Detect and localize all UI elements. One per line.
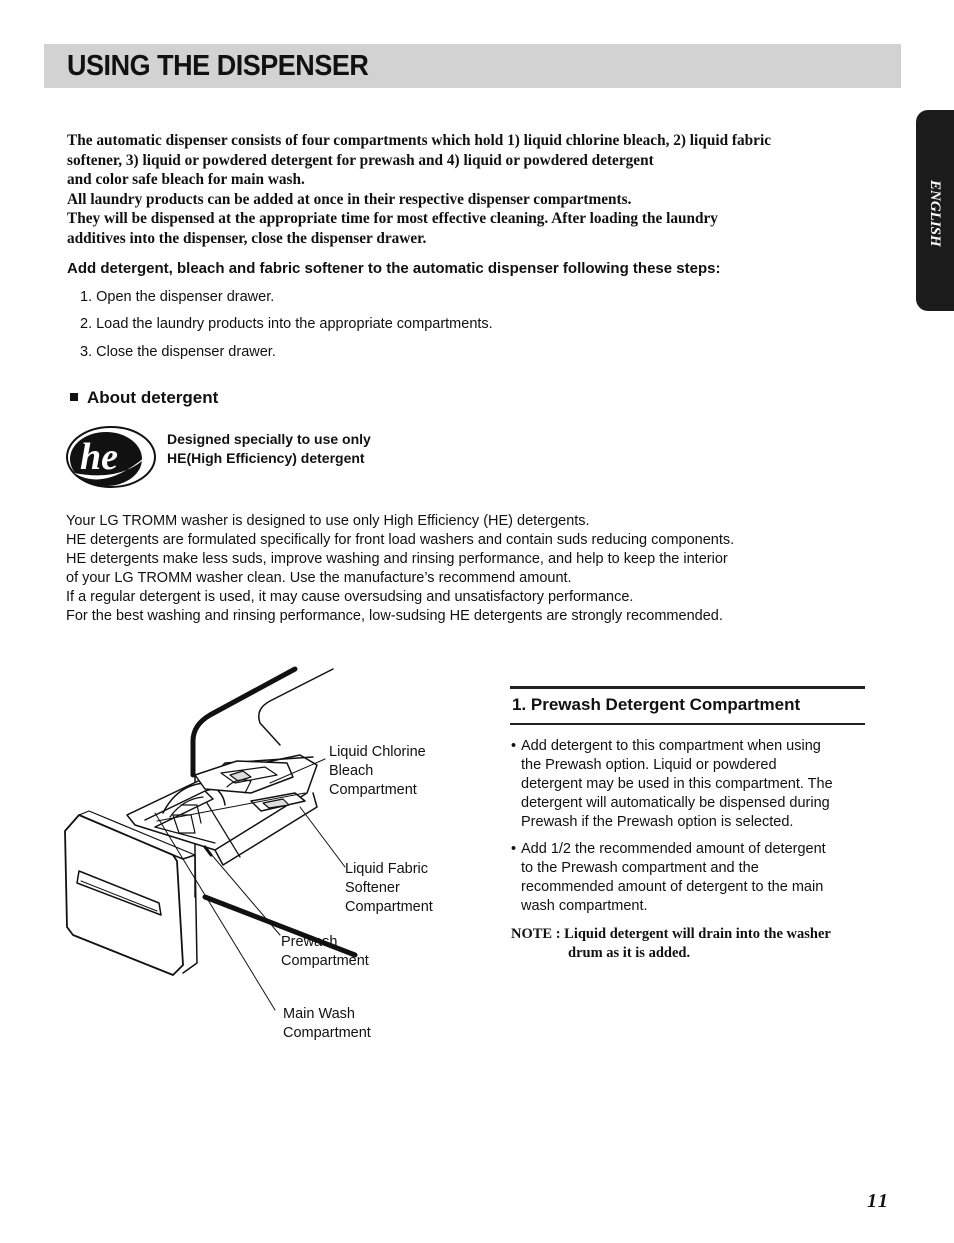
- bullet-dot-icon: •: [511, 841, 517, 857]
- mainwash-compartment-label: [283, 1005, 371, 1043]
- prewash-compartment-label: [281, 933, 369, 971]
- callout-line: Compartment: [283, 1025, 371, 1041]
- he-logo-text: he: [80, 436, 118, 478]
- callout-line: Softener: [345, 880, 400, 896]
- about-detergent-heading: [70, 387, 218, 409]
- bullet-line: wash compartment.: [521, 898, 648, 914]
- square-bullet-icon: [70, 393, 78, 401]
- prewash-section-title: 1. Prewash Detergent Compartment: [512, 695, 801, 714]
- page-title: USING THE DISPENSER: [67, 50, 369, 82]
- note-line: drum as it is added.: [568, 944, 691, 961]
- he-note-line: HE(High Efficiency) detergent: [167, 450, 365, 466]
- page-number: 11: [867, 1190, 890, 1212]
- intro-line: additives into the dispenser, close the dispenser drawer.: [67, 229, 427, 247]
- bullet-line: detergent may be used in this compartment. The: [521, 776, 833, 792]
- bullet-dot-icon: •: [511, 738, 517, 754]
- he-para-line: HE detergents make less suds, improve washing and rinsing performance, and help to keep the interior: [66, 551, 728, 567]
- note-line: NOTE : Liquid detergent will drain into the washer: [511, 926, 831, 942]
- step-item: 2. Load the laundry products into the appropriate compartments.: [80, 316, 493, 332]
- he-logo-icon: [66, 421, 156, 489]
- he-note-line: Designed specially to use only: [167, 431, 371, 447]
- bullet-line: Add 1/2 the recommended amount of detergent: [521, 841, 826, 857]
- he-para-line: For the best washing and rinsing performance, low-sudsing HE detergents are strongly recommended.: [66, 608, 723, 624]
- intro-line: They will be dispensed at the appropriate time for most effective cleaning. After loading the laundry: [67, 210, 718, 228]
- intro-line: softener, 3) liquid or powdered detergent for prewash and 4) liquid or powdered detergent: [67, 151, 654, 169]
- bullet-line: Prewash if the Prewash option is selected.: [521, 814, 794, 830]
- language-tab-label: ENGLISH: [927, 180, 943, 247]
- steps-heading: Add detergent, bleach and fabric softener to the automatic dispenser following these steps:: [67, 260, 721, 277]
- prewash-note: [511, 925, 863, 962]
- prewash-bullet: [511, 840, 863, 916]
- he-para-line: HE detergents are formulated specifically for front load washers and contain suds reducing components.: [66, 532, 735, 548]
- intro-line: and color safe bleach for main wash.: [67, 171, 305, 189]
- bullet-line: recommended amount of detergent to the main: [521, 879, 824, 895]
- bullet-line: detergent will automatically be dispensed during: [521, 795, 830, 811]
- callout-line: Liquid Fabric: [345, 861, 429, 877]
- callout-line: Bleach: [329, 763, 374, 779]
- about-heading-text: About detergent: [87, 388, 219, 407]
- intro-line: The automatic dispenser consists of four compartments which hold 1) liquid chlorine bleach, 2) liquid fabric: [67, 132, 771, 149]
- step-item: 1. Open the dispenser drawer.: [80, 289, 275, 305]
- callout-line: Main Wash: [283, 1006, 355, 1022]
- he-detergent-paragraph: [66, 512, 846, 626]
- he-logo-note: [167, 430, 371, 468]
- callout-line: Compartment: [329, 782, 417, 798]
- softener-compartment-label: [345, 860, 433, 917]
- callout-line: Liquid Chlorine: [329, 744, 426, 760]
- bullet-line: the Prewash option. Liquid or powdered: [521, 757, 777, 773]
- he-para-line: If a regular detergent is used, it may cause oversudsing and unsatisfactory performance.: [66, 589, 634, 605]
- he-para-line: of your LG TROMM washer clean. Use the manufacture’s recommend amount.: [66, 570, 572, 586]
- prewash-bullet: [511, 737, 863, 832]
- he-para-line: Your LG TROMM washer is designed to use only High Efficiency (HE) detergents.: [66, 513, 590, 529]
- callout-line: Compartment: [281, 953, 369, 969]
- intro-paragraph: [67, 131, 857, 249]
- bullet-line: Add detergent to this compartment when using: [521, 738, 821, 754]
- callout-line: Prewash: [281, 934, 338, 950]
- callout-line: Compartment: [345, 899, 433, 915]
- step-item: 3. Close the dispenser drawer.: [80, 344, 276, 360]
- intro-line: All laundry products can be added at once in their respective dispenser compartments.: [67, 190, 632, 208]
- bleach-compartment-label: [329, 743, 426, 800]
- bullet-line: to the Prewash compartment and the: [521, 860, 759, 876]
